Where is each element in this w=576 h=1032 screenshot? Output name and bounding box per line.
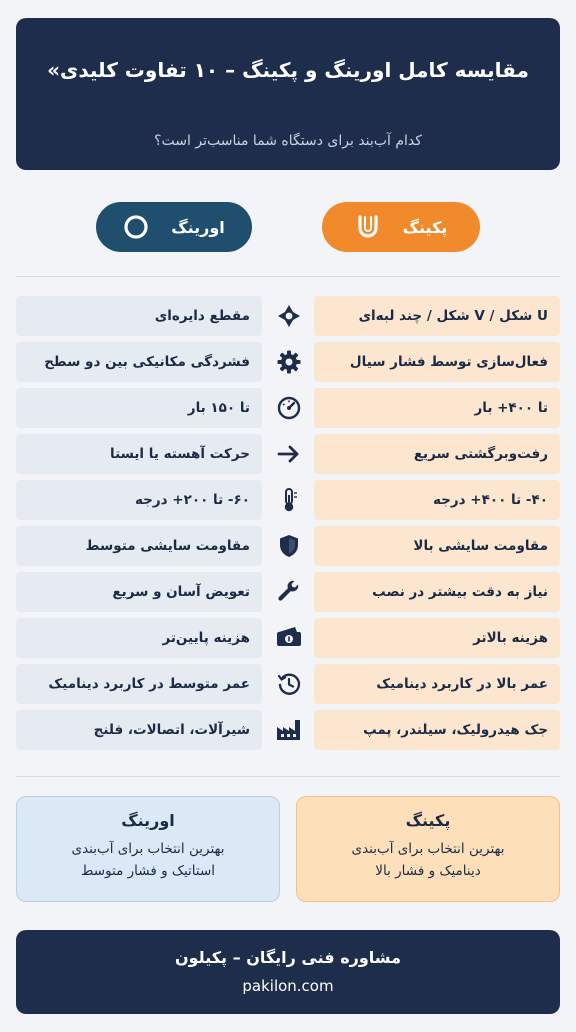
packing-summary-card xyxy=(296,796,560,902)
divider-bottom xyxy=(16,776,560,777)
table-row xyxy=(16,434,560,474)
oring-summary-card xyxy=(16,796,280,902)
packing-column-label xyxy=(322,202,480,252)
packing-summary-line: دینامیک و فشار بالا xyxy=(375,863,481,879)
gear-icon xyxy=(268,346,310,378)
packing-cell: مقاومت سایشی بالا xyxy=(314,526,560,566)
oring-cell: عمر متوسط در کاربرد دینامیک xyxy=(16,664,262,704)
clock-history-icon xyxy=(268,668,310,700)
cross-section-icon xyxy=(268,300,310,332)
footer-title: مشاوره فنی رایگان – پکیلون xyxy=(174,948,401,967)
oring-summary-line: بهترین انتخاب برای آب‌بندی xyxy=(71,841,225,857)
oring-cell: فشردگی مکانیکی بین دو سطح xyxy=(16,342,262,382)
table-row xyxy=(16,572,560,612)
packing-label: پکینگ xyxy=(402,217,448,237)
oring-summary-line: استاتیک و فشار متوسط xyxy=(80,863,216,879)
oring-cell: ۶۰- تا ۲۰۰+ درجه xyxy=(16,480,262,520)
comparison-table xyxy=(16,296,560,756)
footer-banner xyxy=(16,930,560,1014)
thermometer-icon xyxy=(268,484,310,516)
table-row xyxy=(16,664,560,704)
oring-cell: شیرآلات، اتصالات، فلنج xyxy=(16,710,262,750)
table-row xyxy=(16,710,560,750)
table-row xyxy=(16,388,560,428)
wrench-icon xyxy=(268,576,310,608)
packing-summary-line: بهترین انتخاب برای آب‌بندی xyxy=(351,841,505,857)
money-icon xyxy=(268,622,310,654)
oring-cell: مقاومت سایشی متوسط xyxy=(16,526,262,566)
divider-top xyxy=(16,276,560,277)
packing-cell: U شکل / V شکل / چند لبه‌ای xyxy=(314,296,560,336)
page-subtitle: کدام آب‌بند برای دستگاه شما مناسب‌تر است؟ xyxy=(154,133,422,149)
oring-cell: تا ۱۵۰ بار xyxy=(16,388,262,428)
oring-cell: تعویض آسان و سریع xyxy=(16,572,262,612)
u-seal-icon xyxy=(355,214,381,240)
oring-cell: هزینه پایین‌تر xyxy=(16,618,262,658)
packing-cell: هزینه بالاتر xyxy=(314,618,560,658)
page-title: مقایسه کامل اورینگ و پکینگ – ۱۰ تفاوت کلیدی» xyxy=(47,58,529,82)
table-row xyxy=(16,342,560,382)
packing-cell: جک هیدرولیک، سیلندر، پمپ xyxy=(314,710,560,750)
packing-summary-title: پکینگ xyxy=(405,811,451,830)
header-banner xyxy=(16,18,560,170)
table-row xyxy=(16,618,560,658)
table-row xyxy=(16,480,560,520)
factory-icon xyxy=(268,714,310,746)
packing-cell: عمر بالا در کاربرد دینامیک xyxy=(314,664,560,704)
shield-icon xyxy=(268,530,310,562)
table-row xyxy=(16,526,560,566)
packing-cell: ۴۰- تا ۴۰۰+ درجه xyxy=(314,480,560,520)
table-row xyxy=(16,296,560,336)
arrow-right-icon xyxy=(268,438,310,470)
packing-cell: فعال‌سازی توسط فشار سیال xyxy=(314,342,560,382)
packing-cell: نیاز به دقت بیشتر در نصب xyxy=(314,572,560,612)
oring-summary-title: اورینگ xyxy=(121,811,175,830)
oring-icon xyxy=(123,214,149,240)
footer-website-link[interactable]: pakilon.com xyxy=(242,977,334,995)
oring-cell: حرکت آهسته یا ایستا xyxy=(16,434,262,474)
oring-label: اورینگ xyxy=(171,217,225,237)
oring-column-label xyxy=(96,202,252,252)
packing-cell: رفت‌وبرگشتی سریع xyxy=(314,434,560,474)
pressure-gauge-icon xyxy=(268,392,310,424)
oring-cell: مقطع دایره‌ای xyxy=(16,296,262,336)
packing-cell: تا ۴۰۰+ بار xyxy=(314,388,560,428)
